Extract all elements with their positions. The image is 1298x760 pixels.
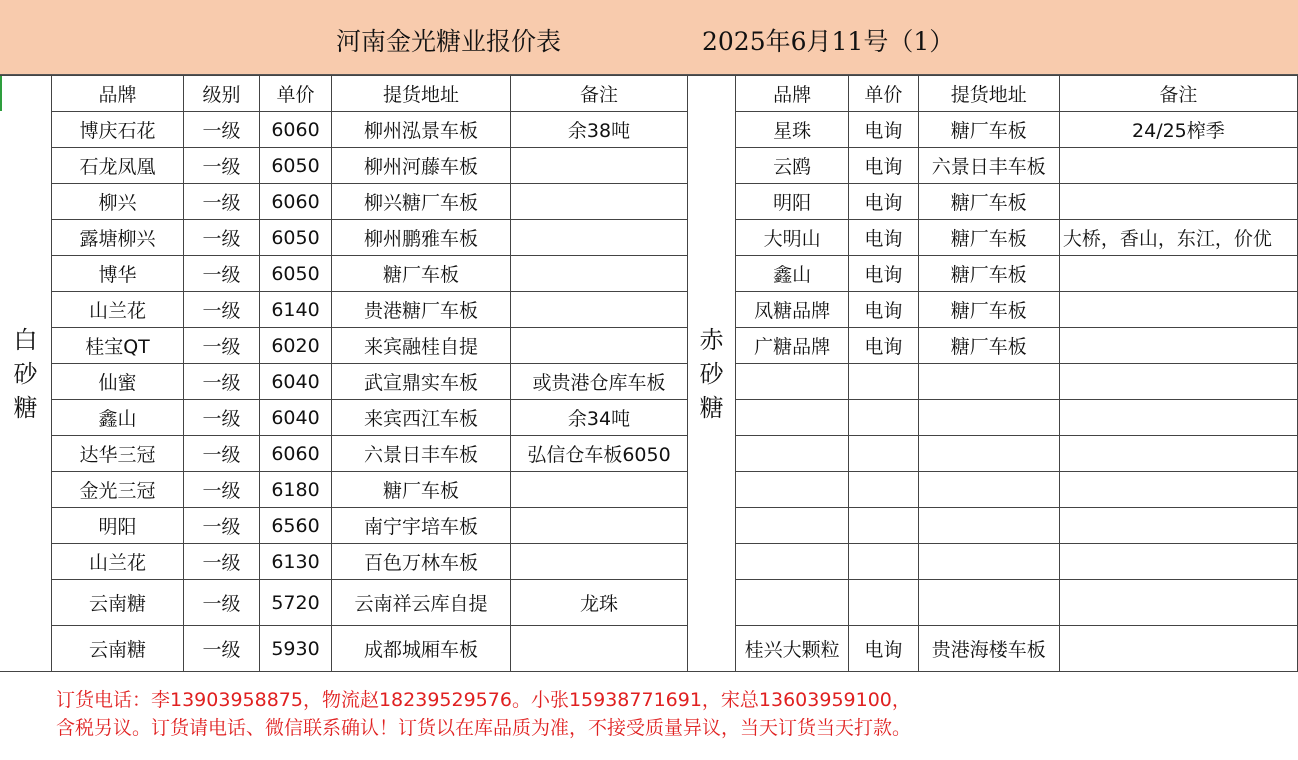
white-sugar-row: [0, 400, 688, 436]
white-sugar-cell: [511, 508, 688, 544]
white-sugar-cell: 6560: [260, 508, 332, 544]
red-sugar-cell: [849, 472, 919, 508]
white-sugar-cell: 一级: [184, 544, 260, 580]
white-sugar-cell: [511, 256, 688, 292]
red-sugar-row: [688, 436, 1298, 472]
white-sugar-cell: 6060: [260, 184, 332, 220]
white-sugar-cell: 一级: [184, 112, 260, 148]
white-sugar-header-cell: 品牌: [52, 76, 184, 112]
red-sugar-cell: 贵港海楼车板: [918, 626, 1059, 672]
white-sugar-row: [0, 112, 688, 148]
red-sugar-cell: 云鸥: [736, 148, 849, 184]
contact-line-2: 含税另议。订货请电话、微信联系确认！订货以在库品质为准，不接受质量异议，当天订货当天打款。: [56, 717, 912, 739]
white-sugar-cell: 百色万林车板: [332, 544, 511, 580]
red-sugar-cell: 大桥，香山，东江，价优: [1059, 220, 1297, 256]
red-sugar-cell: [736, 364, 849, 400]
white-sugar-header-cell: 单价: [260, 76, 332, 112]
red-sugar-row: [688, 328, 1298, 364]
white-sugar-cell: 6060: [260, 436, 332, 472]
red-sugar-cell: [918, 436, 1059, 472]
red-sugar-cell: 电询: [849, 292, 919, 328]
red-sugar-cell: [736, 472, 849, 508]
white-sugar-cell: 5930: [260, 626, 332, 672]
white-sugar-cell: 余34吨: [511, 400, 688, 436]
white-sugar-cell: 一级: [184, 148, 260, 184]
white-sugar-header-cell: 级别: [184, 76, 260, 112]
white-sugar-cell: 仙蜜: [52, 364, 184, 400]
red-sugar-cell: 糖厂车板: [918, 292, 1059, 328]
red-sugar-header-cell: 提货地址: [918, 76, 1059, 112]
red-sugar-cell: 桂兴大颗粒: [736, 626, 849, 672]
red-sugar-cell: [1059, 436, 1297, 472]
red-sugar-cell: 凤糖品牌: [736, 292, 849, 328]
red-sugar-cell: [849, 580, 919, 626]
white-sugar-cell: 一级: [184, 580, 260, 626]
white-sugar-cell: 一级: [184, 184, 260, 220]
red-sugar-cell: 鑫山: [736, 256, 849, 292]
red-sugar-header-row: [688, 76, 1298, 112]
red-sugar-cell: [918, 508, 1059, 544]
white-sugar-cell: 柳兴: [52, 184, 184, 220]
red-sugar-cell: [1059, 148, 1297, 184]
red-sugar-cell: [736, 400, 849, 436]
white-sugar-cell: 明阳: [52, 508, 184, 544]
white-sugar-cell: 一级: [184, 256, 260, 292]
red-sugar-cell: 糖厂车板: [918, 256, 1059, 292]
red-sugar-row: [688, 400, 1298, 436]
white-sugar-cell: 云南祥云库自提: [332, 580, 511, 626]
white-sugar-cell: 一级: [184, 436, 260, 472]
red-sugar-cell: [1059, 580, 1297, 626]
white-sugar-cell: 博庆石花: [52, 112, 184, 148]
white-sugar-category-cell: 白 砂 糖: [0, 76, 52, 672]
red-sugar-header-cell: 品牌: [736, 76, 849, 112]
red-sugar-cell: 糖厂车板: [918, 184, 1059, 220]
white-sugar-row: [0, 328, 688, 364]
red-sugar-cell: [1059, 544, 1297, 580]
white-sugar-cell: 龙珠: [511, 580, 688, 626]
white-sugar-cell: 6140: [260, 292, 332, 328]
red-sugar-cell: [1059, 184, 1297, 220]
white-sugar-cell: 柳州鹏雅车板: [332, 220, 511, 256]
red-sugar-cell: 电询: [849, 328, 919, 364]
red-sugar-cell: 明阳: [736, 184, 849, 220]
white-sugar-cell: 一级: [184, 400, 260, 436]
red-sugar-cell: 电询: [849, 112, 919, 148]
red-sugar-cell: [736, 508, 849, 544]
white-sugar-cell: 来宾融桂自提: [332, 328, 511, 364]
red-sugar-row: [688, 184, 1298, 220]
white-sugar-cell: 金光三冠: [52, 472, 184, 508]
red-sugar-cell: 六景日丰车板: [918, 148, 1059, 184]
red-sugar-row: [688, 544, 1298, 580]
white-sugar-cell: 糖厂车板: [332, 472, 511, 508]
white-sugar-cell: [511, 328, 688, 364]
white-sugar-cell: 南宁宇培车板: [332, 508, 511, 544]
red-sugar-row: [688, 112, 1298, 148]
white-sugar-row: [0, 256, 688, 292]
white-sugar-cell: 一级: [184, 626, 260, 672]
white-sugar-cell: 云南糖: [52, 626, 184, 672]
white-sugar-cell: 或贵港仓库车板: [511, 364, 688, 400]
red-sugar-cell: [736, 544, 849, 580]
white-sugar-cell: [511, 184, 688, 220]
white-sugar-cell: 博华: [52, 256, 184, 292]
red-sugar-cell: [736, 436, 849, 472]
red-sugar-row: [688, 580, 1298, 626]
red-sugar-category-cell: 赤 砂 糖: [688, 76, 736, 672]
red-sugar-row: [688, 626, 1298, 672]
white-sugar-cell: 余38吨: [511, 112, 688, 148]
white-sugar-header-row: [0, 76, 688, 112]
sheet-title: 河南金光糖业报价表: [336, 27, 562, 56]
red-sugar-cell: 电询: [849, 148, 919, 184]
red-sugar-cell: [1059, 256, 1297, 292]
white-sugar-cell: 成都城厢车板: [332, 626, 511, 672]
white-sugar-cell: [511, 472, 688, 508]
white-sugar-cell: [511, 148, 688, 184]
red-sugar-cell: 广糖品牌: [736, 328, 849, 364]
sheet-date: 2025年6月11号（1）: [702, 27, 955, 56]
white-sugar-row: [0, 626, 688, 672]
contact-line-1: 订货电话：李13903958875，物流赵18239529576。小张15938771691，宋总13603959100，: [56, 689, 911, 711]
red-sugar-row: [688, 256, 1298, 292]
red-sugar-row: [688, 220, 1298, 256]
white-sugar-cell: [511, 292, 688, 328]
white-sugar-cell: 5720: [260, 580, 332, 626]
white-sugar-cell: 一级: [184, 220, 260, 256]
white-sugar-header-cell: 提货地址: [332, 76, 511, 112]
white-sugar-cell: 山兰花: [52, 292, 184, 328]
white-sugar-cell: 来宾西江车板: [332, 400, 511, 436]
red-sugar-cell: 电询: [849, 184, 919, 220]
white-sugar-row: [0, 544, 688, 580]
white-sugar-cell: 山兰花: [52, 544, 184, 580]
white-sugar-cell: 六景日丰车板: [332, 436, 511, 472]
red-sugar-cell: 糖厂车板: [918, 112, 1059, 148]
white-sugar-cell: 6050: [260, 256, 332, 292]
red-sugar-cell: [1059, 364, 1297, 400]
red-sugar-row: [688, 508, 1298, 544]
red-sugar-cell: 电询: [849, 256, 919, 292]
white-sugar-cell: 一级: [184, 472, 260, 508]
white-sugar-cell: 一级: [184, 292, 260, 328]
white-sugar-cell: 弘信仓车板6050: [511, 436, 688, 472]
red-sugar-header-cell: 单价: [849, 76, 919, 112]
white-sugar-cell: 柳兴糖厂车板: [332, 184, 511, 220]
white-sugar-cell: 6050: [260, 220, 332, 256]
red-sugar-cell: [1059, 626, 1297, 672]
red-sugar-cell: 糖厂车板: [918, 220, 1059, 256]
white-sugar-cell: 6040: [260, 400, 332, 436]
title-bar: [0, 0, 1298, 75]
white-sugar-cell: 6060: [260, 112, 332, 148]
white-sugar-cell: 6050: [260, 148, 332, 184]
white-sugar-cell: 6180: [260, 472, 332, 508]
red-sugar-table: [687, 75, 1298, 672]
white-sugar-cell: 石龙凤凰: [52, 148, 184, 184]
white-sugar-cell: 一级: [184, 508, 260, 544]
red-sugar-cell: [918, 400, 1059, 436]
white-sugar-cell: 武宣鼎实车板: [332, 364, 511, 400]
red-sugar-cell: [1059, 472, 1297, 508]
white-sugar-cell: [511, 626, 688, 672]
white-sugar-row: [0, 184, 688, 220]
white-sugar-table: [0, 75, 688, 672]
red-sugar-cell: [849, 400, 919, 436]
red-sugar-cell: [918, 472, 1059, 508]
white-sugar-cell: 柳州泓景车板: [332, 112, 511, 148]
white-sugar-cell: 柳州河藤车板: [332, 148, 511, 184]
red-sugar-cell: [849, 508, 919, 544]
red-sugar-cell: [918, 580, 1059, 626]
white-sugar-row: [0, 580, 688, 626]
white-sugar-cell: 6040: [260, 364, 332, 400]
red-sugar-cell: [736, 580, 849, 626]
red-sugar-cell: [1059, 328, 1297, 364]
white-sugar-row: [0, 148, 688, 184]
white-sugar-row: [0, 364, 688, 400]
white-sugar-cell: 6020: [260, 328, 332, 364]
white-sugar-row: [0, 292, 688, 328]
red-sugar-cell: [918, 544, 1059, 580]
red-sugar-row: [688, 292, 1298, 328]
red-sugar-cell: 大明山: [736, 220, 849, 256]
white-sugar-cell: 鑫山: [52, 400, 184, 436]
white-sugar-cell: 一级: [184, 364, 260, 400]
white-sugar-cell: 6130: [260, 544, 332, 580]
red-sugar-cell: [1059, 292, 1297, 328]
white-sugar-row: [0, 220, 688, 256]
red-sugar-header-cell: 备注: [1059, 76, 1297, 112]
white-sugar-cell: [511, 544, 688, 580]
red-sugar-cell: 星珠: [736, 112, 849, 148]
red-sugar-cell: [1059, 508, 1297, 544]
white-sugar-cell: [511, 220, 688, 256]
red-sugar-cell: 电询: [849, 220, 919, 256]
red-sugar-cell: [1059, 400, 1297, 436]
red-sugar-cell: 电询: [849, 626, 919, 672]
white-sugar-row: [0, 472, 688, 508]
red-sugar-row: [688, 364, 1298, 400]
white-sugar-row: [0, 508, 688, 544]
red-sugar-cell: 24/25榨季: [1059, 112, 1297, 148]
red-sugar-cell: [849, 364, 919, 400]
red-sugar-cell: [918, 364, 1059, 400]
white-sugar-cell: 露塘柳兴: [52, 220, 184, 256]
white-sugar-cell: 桂宝QT: [52, 328, 184, 364]
red-sugar-row: [688, 472, 1298, 508]
white-sugar-cell: 贵港糖厂车板: [332, 292, 511, 328]
white-sugar-cell: 一级: [184, 328, 260, 364]
red-sugar-cell: [849, 436, 919, 472]
red-sugar-row: [688, 148, 1298, 184]
white-sugar-header-cell: 备注: [511, 76, 688, 112]
red-sugar-cell: 糖厂车板: [918, 328, 1059, 364]
red-sugar-cell: [849, 544, 919, 580]
white-sugar-cell: 云南糖: [52, 580, 184, 626]
white-sugar-cell: 糖厂车板: [332, 256, 511, 292]
contact-notes: [56, 686, 911, 742]
white-sugar-cell: 达华三冠: [52, 436, 184, 472]
white-sugar-row: [0, 436, 688, 472]
